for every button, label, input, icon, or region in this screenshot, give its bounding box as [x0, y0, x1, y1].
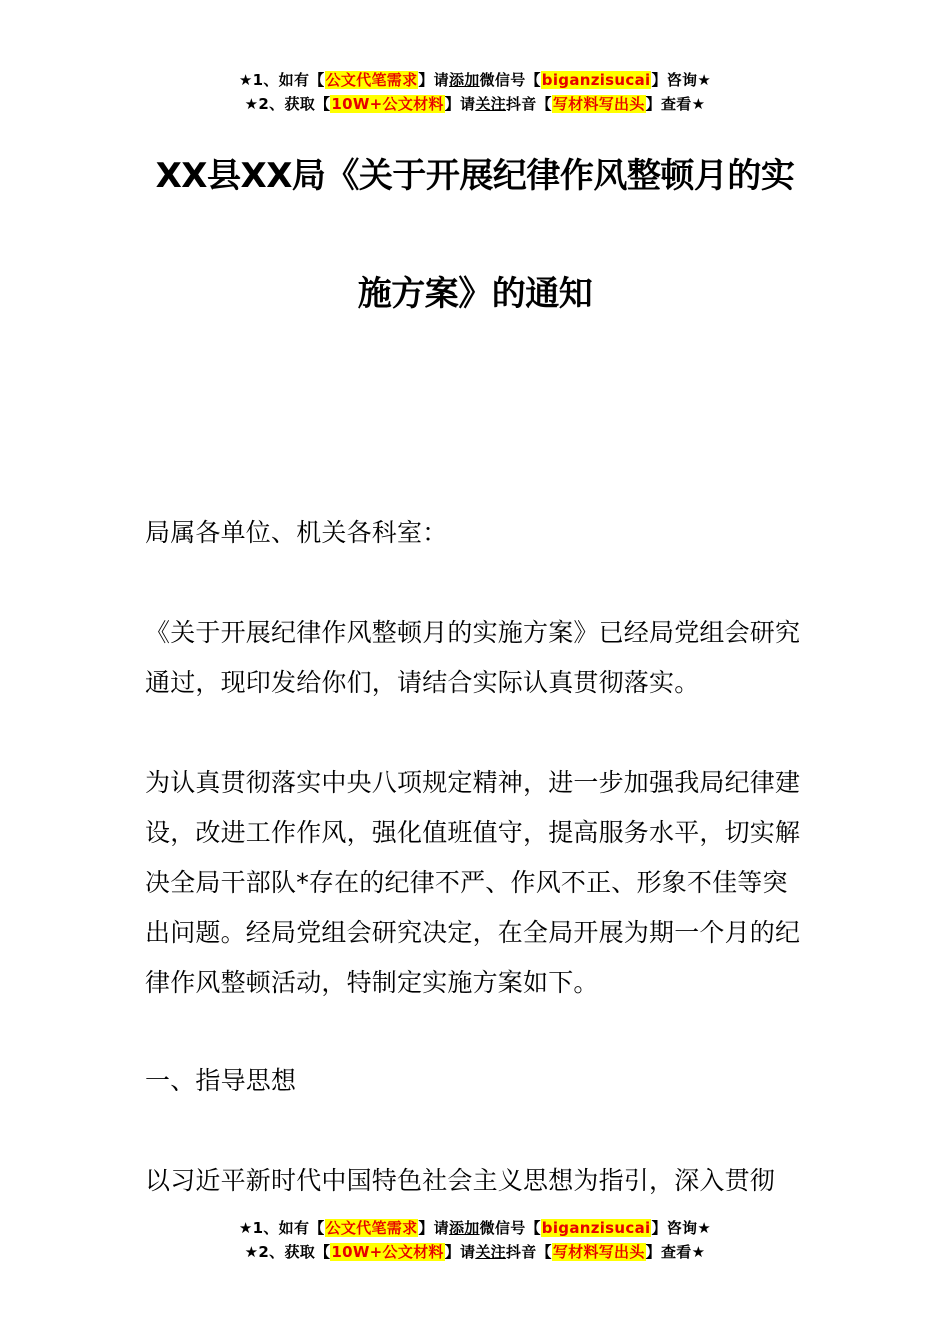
header-banner: [0, 68, 950, 116]
paragraph-3: 以习近平新时代中国特色社会主义思想为指引，深入贯彻: [145, 1166, 776, 1195]
banner-highlight: biganzisucai: [541, 71, 651, 89]
salutation: 局属各单位、机关各科室：: [145, 518, 448, 547]
banner-line-2: ★2、获取【10W+公文材料】请关注抖音【写材料写出头】查看★: [244, 1243, 706, 1261]
paragraph-1: 《关于开展纪律作风整顿月的实施方案》已经局党组会研究通过，现印发给你们，请结合实际认真贯彻落实。: [145, 618, 801, 697]
banner-line-1: ★1、如有【公文代笔需求】请添加微信号【biganzisucai】咨询★: [238, 1219, 712, 1237]
paragraph-2: 为认真贯彻落实中央八项规定精神，进一步加强我局纪律建设，改进工作作风，强化值班值守，提高服务水平，切实解决全局干部队*存在的纪律不严、作风不正、形象不佳等突出问题。经局党组会研究决定，在全局开展为期一个月的纪律作风整顿活动，特制定实施方案如下。: [145, 768, 801, 997]
section-heading-1: 一、指导思想: [145, 1066, 297, 1095]
footer-banner: [0, 1216, 950, 1264]
document-title-line-1: XX县XX局《关于开展纪律作风整顿月的实: [155, 156, 795, 196]
banner-highlight: 10W+公文材料: [331, 95, 444, 113]
banner-line-2: ★2、获取【10W+公文材料】请关注抖音【写材料写出头】查看★: [244, 95, 706, 113]
banner-highlight: biganzisucai: [541, 1219, 651, 1237]
banner-highlight: 写材料写出头: [552, 95, 645, 113]
banner-highlight: 公文代笔需求: [325, 1219, 418, 1237]
document-title-line-2: 施方案》的通知: [357, 274, 593, 314]
banner-highlight: 写材料写出头: [552, 1243, 645, 1261]
banner-highlight: 10W+公文材料: [331, 1243, 444, 1261]
banner-highlight: 公文代笔需求: [325, 71, 418, 89]
banner-line-1: ★1、如有【公文代笔需求】请添加微信号【biganzisucai】咨询★: [238, 71, 712, 89]
